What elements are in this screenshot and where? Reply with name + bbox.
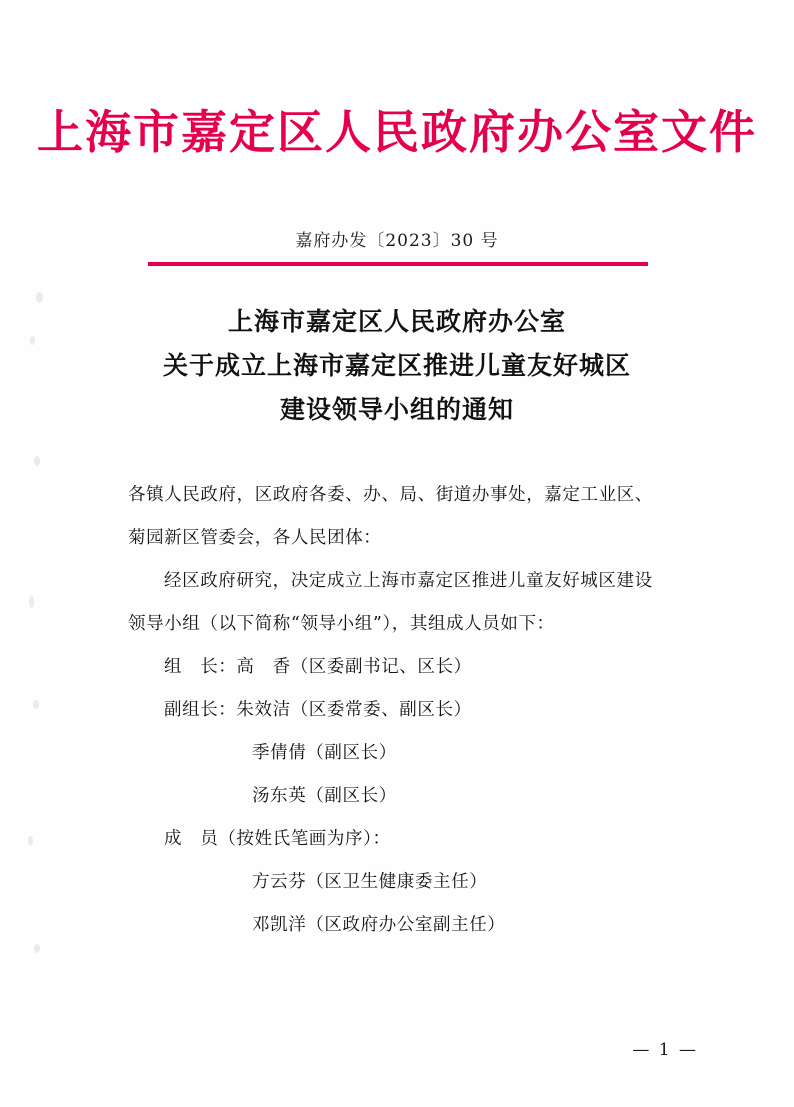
roster-name: 朱效洁（区委常委、副区长） [236, 700, 472, 720]
roster-row [128, 861, 668, 904]
roster-row [128, 775, 668, 818]
page-number: — 1 — [632, 1040, 698, 1060]
roster-name: 方云芬（区卫生健康委主任） [252, 872, 488, 892]
roster-name: 高 香（区委副书记、区长） [236, 657, 472, 677]
roster-name: 季倩倩（副区长） [252, 743, 397, 763]
document-number: 嘉府办发〔2023〕30 号 [295, 231, 499, 251]
title-line-1: 上海市嘉定区人民政府办公室 [227, 307, 566, 336]
scan-speckle [28, 836, 33, 846]
roster-name: 邓凯洋（区政府办公室副主任） [252, 915, 506, 935]
roster-row [128, 818, 668, 861]
roster-role: 成 员 [164, 829, 219, 849]
scan-speckle [34, 944, 40, 953]
roster-row [128, 646, 668, 689]
title-line-3: 建设领导小组的通知 [279, 395, 514, 424]
roster-row [128, 732, 668, 775]
decision-paragraph: 经区政府研究，决定成立上海市嘉定区推进儿童友好城区建设领导小组（以下简称“领导小组”），其组成人员如下： [128, 571, 653, 634]
roster-name: 汤东英（副区长） [252, 786, 397, 806]
document-masthead: 上海市嘉定区人民政府办公室文件 [37, 105, 757, 159]
roster-row [128, 689, 668, 732]
red-divider-rule [148, 262, 648, 266]
addressee-paragraph: 各镇人民政府，区政府各委、办、局、街道办事处，嘉定工业区、菊园新区管委会，各人民团体： [128, 485, 653, 548]
roster-role: 组 长： [164, 657, 237, 677]
document-body [128, 474, 668, 947]
roster-role: 副组长： [164, 700, 237, 720]
scan-speckle [33, 700, 39, 709]
roster-name: （按姓氏笔画为序）： [218, 829, 391, 849]
roster-row [128, 904, 668, 947]
scan-speckle [29, 596, 34, 608]
scan-speckle [34, 456, 40, 466]
page-title [0, 300, 794, 432]
title-line-2: 关于成立上海市嘉定区推进儿童友好城区 [162, 351, 631, 380]
